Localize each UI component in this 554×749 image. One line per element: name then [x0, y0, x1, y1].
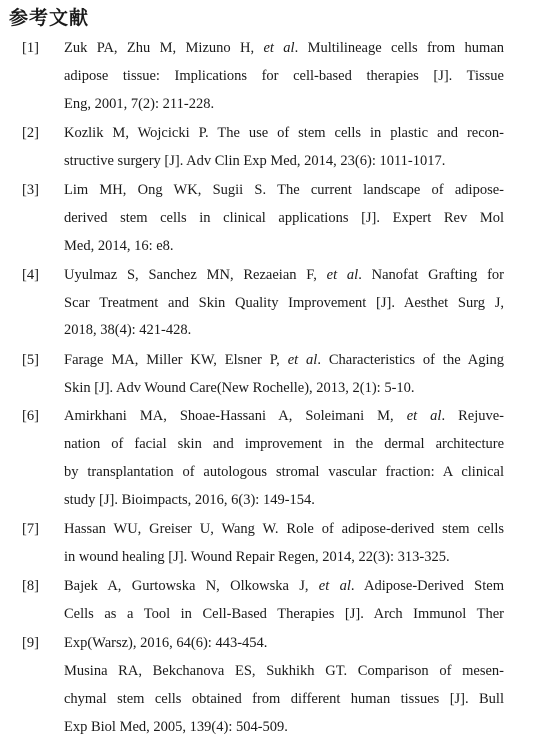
- reference-line: [64, 462, 504, 482]
- reference-line: [64, 236, 504, 256]
- reference-line: [64, 717, 504, 737]
- reference-text: Kozlik M, Wojcicki P. The use of stem cells in plastic and recon-: [64, 125, 504, 141]
- reference-line: [64, 293, 504, 313]
- reference-line: [64, 151, 504, 171]
- reference-number: [6]: [22, 408, 39, 424]
- reference-text: adipose tissue: Implications for cell-based therapies [J]. Tissue: [64, 68, 504, 84]
- reference-line: [64, 38, 504, 58]
- reference-text: by transplantation of autologous stromal vascular fraction: A clinical: [64, 464, 504, 480]
- reference-text: in wound healing [J]. Wound Repair Regen, 2014, 22(3): 313-325.: [64, 549, 450, 565]
- reference-text: Eng, 2001, 7(2): 211-228.: [64, 96, 215, 112]
- reference-text: Musina RA, Bekchanova ES, Sukhikh GT. Comparison of mesen-: [64, 663, 504, 679]
- reference-line: [64, 519, 504, 539]
- reference-number: [9]: [22, 635, 39, 651]
- reference-number: [4]: [22, 267, 39, 283]
- italic-text: et al: [326, 267, 359, 283]
- reference-text: chymal stem cells obtained from different human tissues [J]. Bull: [64, 691, 504, 707]
- italic-text: et al: [263, 40, 295, 56]
- reference-number: [5]: [22, 352, 39, 368]
- references-heading: 参考文献: [9, 7, 90, 29]
- reference-text: Scar Treatment and Skin Quality Improvement [J]. Aesthet Surg J,: [64, 295, 504, 311]
- reference-text: nation of facial skin and improvement in the dermal architecture: [64, 436, 504, 452]
- reference-text: Bajek A, Gurtowska N, Olkowska J,: [64, 578, 319, 594]
- reference-number: [7]: [22, 521, 39, 537]
- reference-line: [64, 66, 504, 86]
- reference-text: . Nanofat Grafting for: [358, 267, 505, 283]
- reference-line: [64, 208, 504, 228]
- reference-text: Med, 2014, 16: e8.: [64, 238, 174, 254]
- reference-text: . Rejuve-: [441, 408, 504, 424]
- reference-text: study [J]. Bioimpacts, 2016, 6(3): 149-154.: [64, 492, 315, 508]
- reference-text: . Characteristics of the Aging: [317, 352, 504, 368]
- reference-line: [64, 661, 504, 681]
- reference-number: [3]: [22, 182, 39, 198]
- reference-line: [64, 490, 504, 510]
- reference-number: [2]: [22, 125, 39, 141]
- reference-text: Farage MA, Miller KW, Elsner P,: [64, 352, 288, 368]
- reference-line: [64, 320, 504, 340]
- reference-line: [64, 689, 504, 709]
- reference-number: [1]: [22, 40, 39, 56]
- reference-text: Hassan WU, Greiser U, Wang W. Role of adipose-derived stem cells: [64, 521, 504, 537]
- reference-text: Exp Biol Med, 2005, 139(4): 504-509.: [64, 719, 288, 735]
- italic-text: et al: [406, 408, 442, 424]
- reference-line: [64, 94, 504, 114]
- reference-line: [64, 265, 504, 285]
- reference-line: [64, 378, 504, 398]
- reference-line: [64, 180, 504, 200]
- reference-text: Uyulmaz S, Sanchez MN, Rezaeian F,: [64, 267, 327, 283]
- reference-line: [64, 633, 504, 653]
- reference-text: . Adipose-Derived Stem: [350, 578, 504, 594]
- italic-text: et al: [318, 578, 351, 594]
- reference-text: . Multilineage cells from human: [294, 40, 504, 56]
- reference-text: Skin [J]. Adv Wound Care(New Rochelle), 2013, 2(1): 5-10.: [64, 380, 415, 396]
- reference-text: Zuk PA, Zhu M, Mizuno H,: [64, 40, 264, 56]
- reference-text: Lim MH, Ong WK, Sugii S. The current landscape of adipose-: [64, 182, 504, 198]
- reference-number: [8]: [22, 578, 39, 594]
- reference-text: derived stem cells in clinical applications [J]. Expert Rev Mol: [64, 210, 504, 226]
- reference-text: structive surgery [J]. Adv Clin Exp Med, 2014, 23(6): 1011-1017.: [64, 153, 446, 169]
- reference-text: Cells as a Tool in Cell-Based Therapies [J]. Arch Immunol Ther: [64, 606, 504, 622]
- reference-line: [64, 576, 504, 596]
- reference-line: [64, 123, 504, 143]
- reference-line: [64, 604, 504, 624]
- reference-text: Exp(Warsz), 2016, 64(6): 443-454.: [64, 635, 268, 651]
- reference-text: 2018, 38(4): 421-428.: [64, 322, 192, 338]
- reference-line: [64, 406, 504, 426]
- reference-text: Amirkhani MA, Shoae-Hassani A, Soleimani M,: [64, 408, 407, 424]
- reference-line: [64, 547, 504, 567]
- reference-line: [64, 350, 504, 370]
- italic-text: et al: [287, 352, 318, 368]
- reference-line: [64, 434, 504, 454]
